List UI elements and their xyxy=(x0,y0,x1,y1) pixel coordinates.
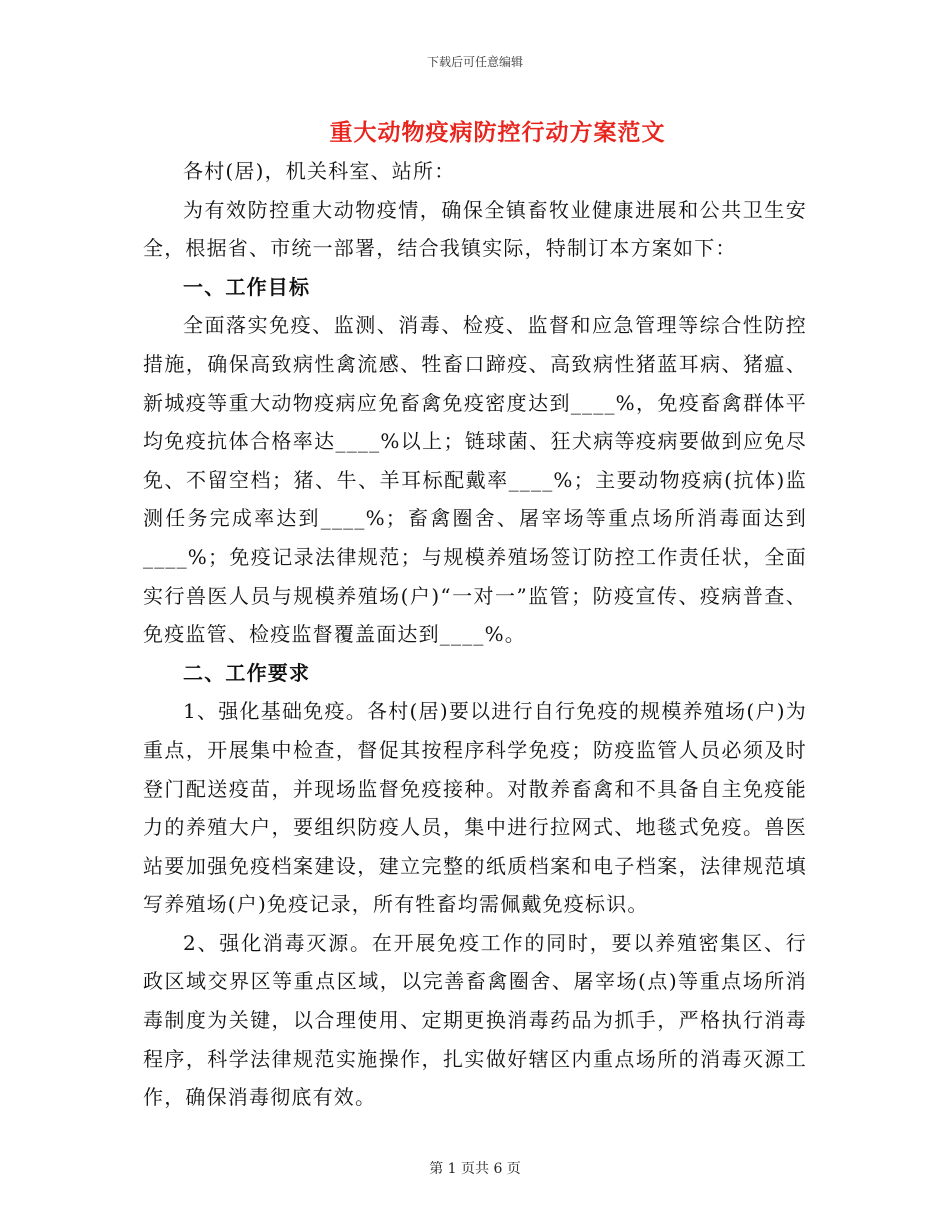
page-number: 第 1 页共 6 页 xyxy=(429,1161,521,1177)
requirement-item-2: 2、强化消毒灭源。在开展免疫工作的同时，要以养殖密集区、行政区域交界区等重点区域，以完善畜禽圈舍、屠宰场(点)等重点场所消毒制度为关键，以合理使用、定期更换消毒药品为抓手，严格执行消毒程序，科学法律规范实施操作，扎实做好辖区内重点场所的消毒灭源工作，确保消毒彻底有效。 xyxy=(143,930,807,1110)
header-note: 下载后可任意编辑 xyxy=(426,55,523,69)
goals-paragraph: 全面落实免疫、监测、消毒、检疫、监督和应急管理等综合性防控措施，确保高致病性禽流感、牲畜口蹄疫、高致病性猪蓝耳病、猪瘟、新城疫等重大动物疫病应免畜禽免疫密度达到____%，免疫畜禽群体平均免疫抗体合格率达____%以上；链球菌、狂犬病等疫病要做到应免尽免、不留空档；猪、牛、羊耳标配戴率____%；主要动物疫病(抗体)监测任务完成率达到____%；畜禽圈舍、屠宰场等重点场所消毒面达到____%；免疫记录法律规范；与规模养殖场签订防控工作责任状，全面实行兽医人员与规模养殖场(户)“一对一”监管；防疫宣传、疫病普查、免疫监管、检疫监督覆盖面达到____%。 xyxy=(143,313,807,647)
section-heading-goals: 一、工作目标 xyxy=(183,274,311,299)
section-heading-requirements: 二、工作要求 xyxy=(183,660,311,685)
intro-paragraph: 为有效防控重大动物疫情，确保全镇畜牧业健康进展和公共卫生安全，根据省、市统一部署，结合我镇实际，特制订本方案如下： xyxy=(143,197,807,261)
salutation: 各村(居)，机关科室、站所： xyxy=(183,159,456,183)
page-title: 重大动物疫病防控行动方案范文 xyxy=(329,119,666,146)
document-body xyxy=(143,152,807,1117)
requirement-item-1: 1、强化基础免疫。各村(居)要以进行自行免疫的规模养殖场(户)为重点，开展集中检查，督促其按程序科学免疫；防疫监管人员必须及时登门配送疫苗，并现场监督免疫接种。对散养畜禽和不具备自主免疫能力的养殖大户，要组织防疫人员，集中进行拉网式、地毯式免疫。兽医站要加强免疫档案建设，建立完整的纸质档案和电子档案，法律规范填写养殖场(户)免疫记录，所有牲畜均需佩戴免疫标识。 xyxy=(143,699,807,917)
